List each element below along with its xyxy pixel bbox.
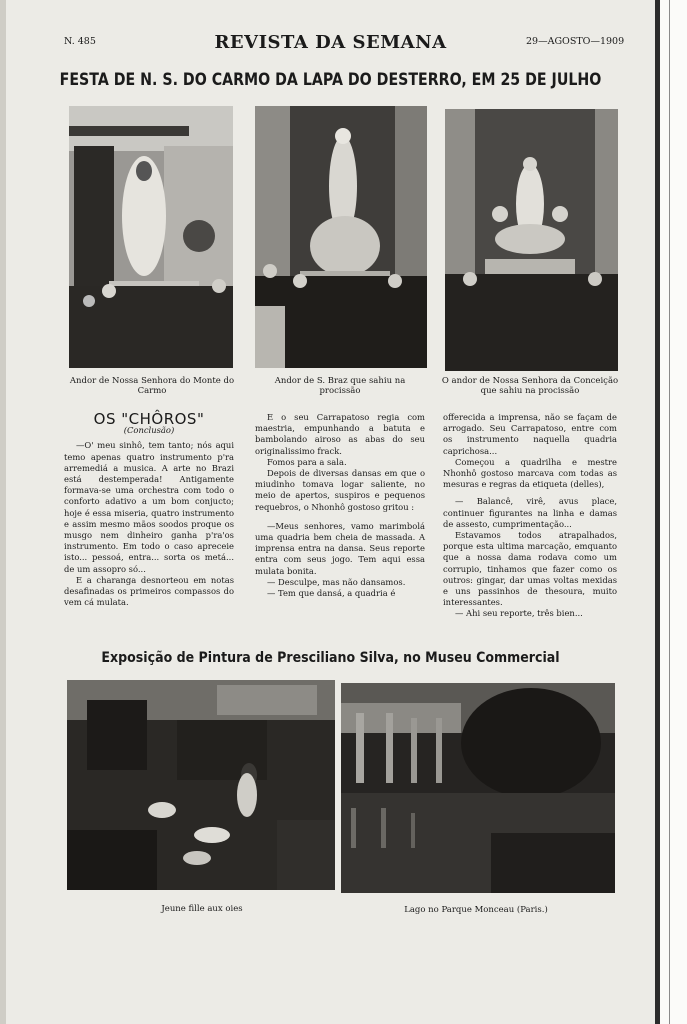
issue-number: N. 485 [64,36,96,47]
binding-line-thin [669,0,670,1024]
article-headline-exposicao: Exposição de Pintura de Presciliano Silva, no Museu Commercial [101,650,560,666]
paragraph: —O' meu sinhô, tem tanto; nós aqui temo apenas quatro instrumento p'ra arremediá a musica. A arte no Brazi está destemperada! Antigamente formava-se uma orchestra com todo o conforto adativo a um bom conjucto; hoje é essa miseria, quatro instrumento e assim mesmo mãos soodos proque os musgo nem dinheiro ganha p'ra'os instrumento. Em todo o caso apreceie isto... pessoá, entra... sorta os metá... de um assopro só... [64,440,234,574]
paragraph: Fomos para a sala. [267,456,347,467]
caption-lago-parque-monceau: Lago no Parque Monceau (Paris.) [404,905,548,915]
painting-jeune-fille-aux-oies [67,680,335,890]
paragraph: —Meus senhores, vamo marimbolá uma quadria bem cheia de massada. A imprensa entra na dansa. Seus reporte entra com seus jogo. Tem aqui essa mulata bonita. [255,520,425,576]
photo-andor-s-braz [255,106,427,368]
paragraph: Depois de diversas dansas em que o miudinho tomava logar saliente, no meio de apertos, suspiros e pequenos requebros, o Nhonhô gostoso gritou : [255,468,425,512]
paragraph: offerecida a imprensa, não se façam de arrogado. Seu Carrapatoso, entre com os instrumento naquella quadria caprichosa... [443,412,617,456]
paragraph: — Balancê, virê, avus place, continuer figurantes na linha e damas de assesto, cumprimentação... [443,496,617,529]
paragraph: — Tem que dansá, a quadria é [267,588,396,599]
paragraph: Começou a quadrilha e mestre Nhonhô gostoso marcava com todas as mesuras e regras da etiqueta (delles), [443,456,617,490]
painting-lago-parque-monceau [341,683,615,893]
caption-andor-monte-carmo: Andor de Nossa Senhora do Monte do Carmo [69,376,235,396]
article-subtitle: (Conclusão) [123,425,175,436]
article-column-2 [255,412,425,599]
magazine-page [6,0,655,1024]
paragraph: Estavamos todos atrapalhados, porque esta ultima marcação, emquanto que a nossa dama rodava como um corrupio, tinhamos que fazer como os outros: gingar, dar umas voltas mexidas e uns passinhos de thesoura, muito interessantes. [443,530,617,608]
caption-andor-n-s-conceicao: O andor de Nossa Senhora da Conceição que sahiu na procissão [441,376,619,396]
caption-andor-s-braz: Andor de S. Braz que sahiu na procissão [274,376,406,396]
article-column-1 [64,412,234,608]
article-title-choros: OS "CHÔROS" [93,410,205,428]
article-headline-festa: FESTA DE N. S. DO CARMO DA LAPA DO DESTERRO, EM 25 DE JULHO [59,70,602,89]
masthead: REVISTA DA SEMANA [214,32,447,53]
paragraph: — Desculpe, mas não dansamos. [267,576,406,587]
paragraph: E o seu Carrapatoso regia com maestria, empunhando a batuta e bambolando airoso as abas do seu originalissimo frack. [255,412,425,456]
paragraph: — Ahi seu reporte, três bien... [455,608,583,619]
article-column-3 [443,412,617,620]
photo-andor-monte-carmo [69,106,233,368]
issue-date: 29—AGOSTO—1909 [526,36,625,47]
photo-andor-n-s-conceicao [445,109,618,371]
caption-jeune-fille-aux-oies: Jeune fille aux oies [161,904,243,914]
page-right-edge [655,0,687,1024]
binding-line [655,0,660,1024]
paragraph: E a charanga desnorteou em notas desafinadas os primeiros compassos do vem cá mulata. [64,574,234,608]
